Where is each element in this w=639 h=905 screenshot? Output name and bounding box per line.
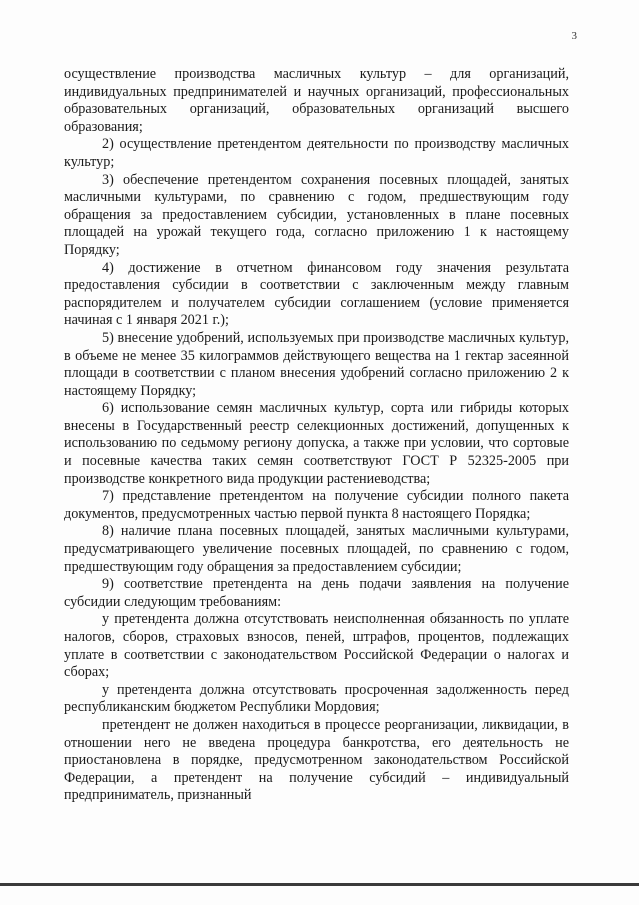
paragraph: 6) использование семян масличных культур, сорта или гибриды которых внесены в Государственный реестр селекционных достижений, допущенных к использованию по седьмому региону допуска, а также при условии, что сортовые и посевные качества таких семян соответствуют ГОСТ Р 52325-2005 при производстве конкретного вида продукции растениеводства; (64, 400, 569, 487)
paragraph: 5) внесение удобрений, используемых при производстве масличных культур, в объеме не менее 35 килограммов действующего вещества на 1 гектар засеянной площади в соответствии с планом внесения удобрений согласно приложению 2 к настоящему Порядку; (64, 329, 569, 399)
paragraph: у претендента должна отсутствовать просроченная задолженность перед республиканским бюджетом Республики Мордовия; (64, 681, 569, 716)
paragraph: 4) достижение в отчетном финансовом году значения результата предоставления субсидии в соответствии с заключенным между главным распорядителем и получателем субсидии соглашением (условие применяется начиная с 1 января 2021 г.); (64, 259, 569, 329)
paragraph: осуществление производства масличных культур – для организаций, индивидуальных предпринимателей и научных организаций, профессиональных образовательных организаций, образовательных организаций высшего образования; (64, 66, 569, 135)
paragraph: 9) соответствие претендента на день подачи заявления на получение субсидии следующим требованиям: (64, 576, 569, 610)
document-body (64, 66, 569, 805)
paragraph: у претендента должна отсутствовать неисполненная обязанность по уплате налогов, сборов, страховых взносов, пеней, штрафов, процентов, подлежащих уплате в соответствии с законодательством Российской Федерации о налогах и сборах; (64, 611, 569, 681)
paragraph: 7) представление претендентом на получение субсидии полного пакета документов, предусмотренных частью первой пункта 8 настоящего Порядка; (64, 488, 569, 522)
page-number: 3 (571, 30, 577, 42)
paragraph: претендент не должен находиться в процессе реорганизации, ликвидации, в отношении него не введена процедура банкротства, его деятельность не приостановлена в порядке, предусмотренном законодательством Российской Федерации, а претендент на получение субсидий – индивидуальный предприниматель, признанный (64, 716, 569, 804)
paragraph: 3) обеспечение претендентом сохранения посевных площадей, занятых масличными культурами, по сравнению с годом, предшествующим году обращения за предоставлением субсидии, установленных в плане посевных площадей на урожай текущего года, согласно приложению 1 к настоящему Порядку; (64, 171, 569, 258)
paragraph: 8) наличие плана посевных площадей, занятых масличными культурами, предусматривающего увеличение посевных площадей, по сравнению с годом, предшествующим году обращения за предоставлением субсидии; (64, 523, 569, 575)
paragraph: 2) осуществление претендентом деятельности по производству масличных культур; (64, 136, 569, 170)
scan-edge-divider (0, 883, 639, 886)
